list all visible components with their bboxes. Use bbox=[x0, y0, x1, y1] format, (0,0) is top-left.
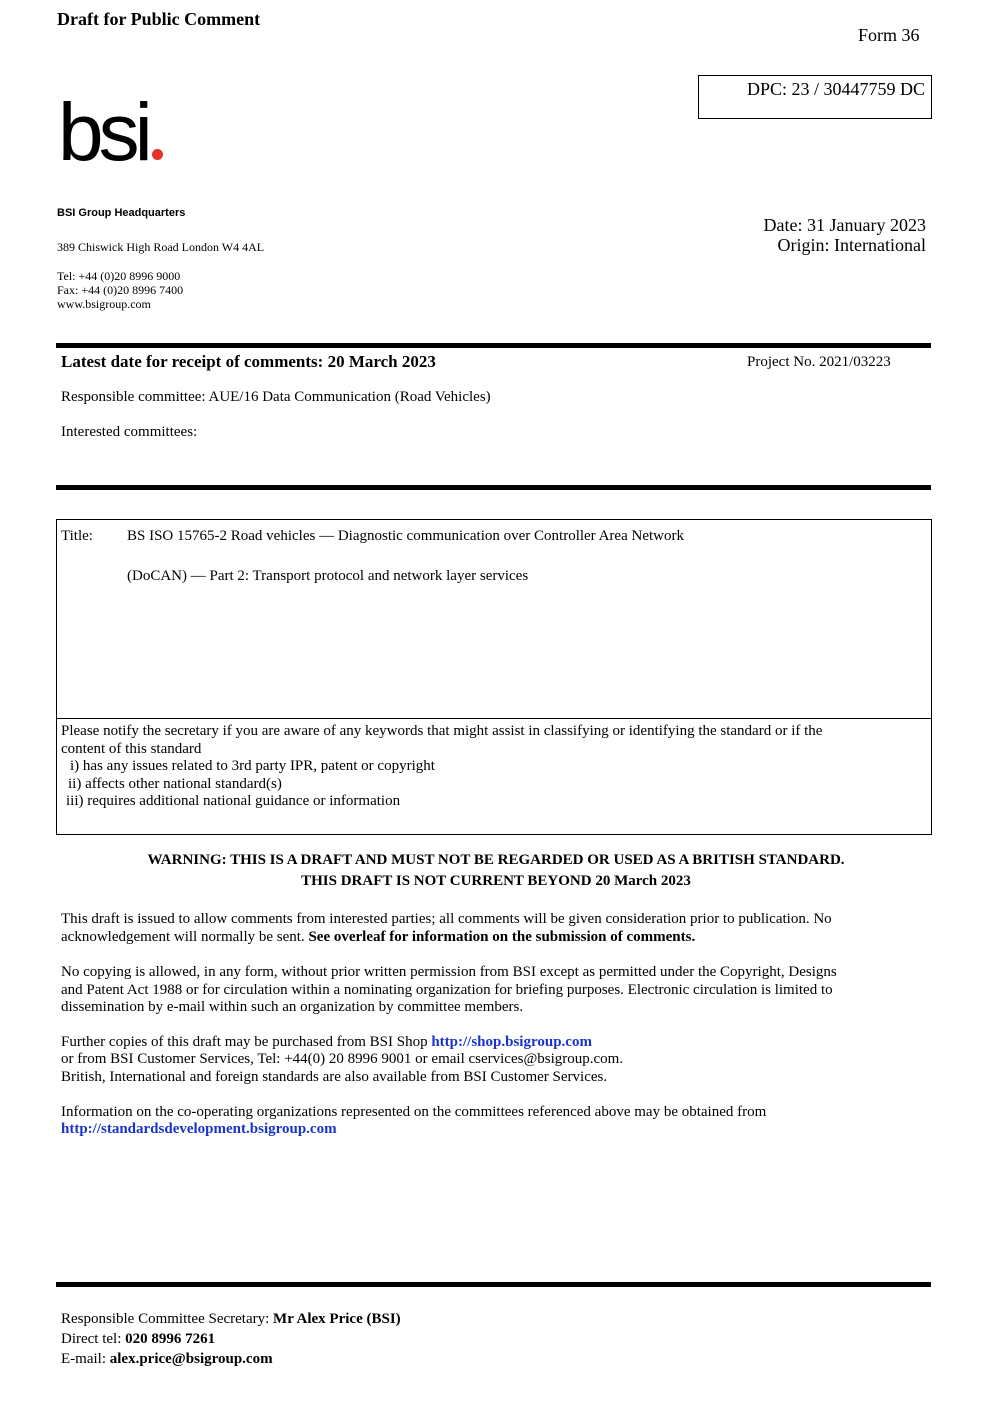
paragraph-3-line-1 bbox=[61, 1033, 592, 1051]
shop-link[interactable]: http://shop.bsigroup.com bbox=[431, 1034, 592, 1050]
secretary-line bbox=[61, 1310, 401, 1328]
divider-middle bbox=[56, 485, 931, 490]
paragraph-1-line-2 bbox=[61, 928, 695, 946]
secretary-label: Responsible Committee Secretary: bbox=[61, 1311, 270, 1327]
overleaf-note: See overleaf for information on the submission of comments. bbox=[308, 929, 696, 945]
divider-bottom bbox=[56, 1282, 931, 1287]
form-number: Form 36 bbox=[858, 25, 920, 45]
draft-label: Draft for Public Comment bbox=[57, 9, 261, 29]
notify-line-2: content of this standard bbox=[61, 741, 202, 757]
bsi-logo-text: bsi bbox=[58, 87, 148, 178]
document-origin: Origin: International bbox=[777, 235, 926, 255]
notify-line-1: Please notify the secretary if you are aware of any keywords that might assist in classifying or identifying the standard or if the bbox=[61, 723, 823, 739]
email-value[interactable]: alex.price@bsigroup.com bbox=[109, 1351, 273, 1367]
paragraph-3-line-2: or from BSI Customer Services, Tel: +44(0) 20 8996 9001 or email cservices@bsigroup.com. bbox=[61, 1051, 624, 1067]
headquarters-label: BSI Group Headquarters bbox=[57, 207, 186, 219]
title-line-2: (DoCAN) — Part 2: Transport protocol and network layer services bbox=[127, 568, 529, 584]
paragraph-1-text: acknowledgement will normally be sent. bbox=[61, 929, 305, 945]
logo-dot bbox=[152, 149, 163, 160]
warning-line-1: WARNING: THIS IS A DRAFT AND MUST NOT BE REGARDED OR USED AS A BRITISH STANDARD. bbox=[147, 852, 845, 868]
title-label: Title: bbox=[61, 528, 93, 544]
notify-item: iii) requires additional national guidance or information bbox=[66, 793, 401, 809]
title-line-1: BS ISO 15765-2 Road vehicles — Diagnostic communication over Controller Area Network bbox=[127, 528, 684, 544]
paragraph-3-text: Further copies of this draft may be purchased from BSI Shop bbox=[61, 1034, 428, 1050]
paragraph-2-line-3: dissemination by e-mail within such an organization by committee members. bbox=[61, 999, 524, 1015]
warning-line-2: THIS DRAFT IS NOT CURRENT BEYOND 20 March 2023 bbox=[301, 873, 691, 889]
notify-item: ii) affects other national standard(s) bbox=[68, 776, 282, 792]
direct-tel-line bbox=[61, 1330, 215, 1348]
email-label: E-mail: bbox=[61, 1351, 106, 1367]
address-web: www.bsigroup.com bbox=[57, 297, 151, 311]
address-street: 389 Chiswick High Road London W4 4AL bbox=[57, 240, 265, 254]
project-number: Project No. 2021/03223 bbox=[747, 354, 891, 370]
latest-date: Latest date for receipt of comments: 20 March 2023 bbox=[61, 352, 436, 371]
paragraph-4-line-1: Information on the co-operating organizations represented on the committees referenced above may be obtained from bbox=[61, 1104, 767, 1120]
paragraph-1-line-1: This draft is issued to allow comments from interested parties; all comments will be given consideration prior to publication. No bbox=[61, 911, 832, 927]
secretary-name: Mr Alex Price (BSI) bbox=[273, 1311, 401, 1327]
interested-committees: Interested committees: bbox=[61, 424, 198, 440]
email-line bbox=[61, 1350, 273, 1368]
bsi-logo bbox=[58, 88, 163, 178]
address-fax: Fax: +44 (0)20 8996 7400 bbox=[57, 283, 184, 297]
document-date: Date: 31 January 2023 bbox=[763, 215, 926, 235]
paragraph-3-line-3: British, International and foreign standards are also available from BSI Customer Services. bbox=[61, 1069, 608, 1085]
divider-top bbox=[56, 343, 931, 348]
dpc-reference-box bbox=[698, 75, 932, 119]
direct-tel-value: 020 8996 7261 bbox=[125, 1331, 216, 1347]
notify-item: i) has any issues related to 3rd party IPR, patent or copyright bbox=[70, 758, 435, 774]
standards-development-link[interactable]: http://standardsdevelopment.bsigroup.com bbox=[61, 1121, 337, 1137]
dpc-reference: DPC: 23 / 30447759 DC bbox=[746, 79, 925, 99]
notify-box bbox=[56, 718, 932, 835]
direct-tel-label: Direct tel: bbox=[61, 1331, 122, 1347]
paragraph-2-line-2: and Patent Act 1988 or for circulation within a nominating organization for briefing purposes. Electronic circulation is limited to bbox=[61, 982, 833, 998]
responsible-committee: Responsible committee: AUE/16 Data Communication (Road Vehicles) bbox=[61, 389, 491, 405]
title-box bbox=[56, 519, 932, 719]
paragraph-2-line-1: No copying is allowed, in any form, without prior written permission from BSI except as permitted under the Copyright, Designs bbox=[61, 964, 837, 980]
address-tel: Tel: +44 (0)20 8996 9000 bbox=[57, 269, 181, 283]
